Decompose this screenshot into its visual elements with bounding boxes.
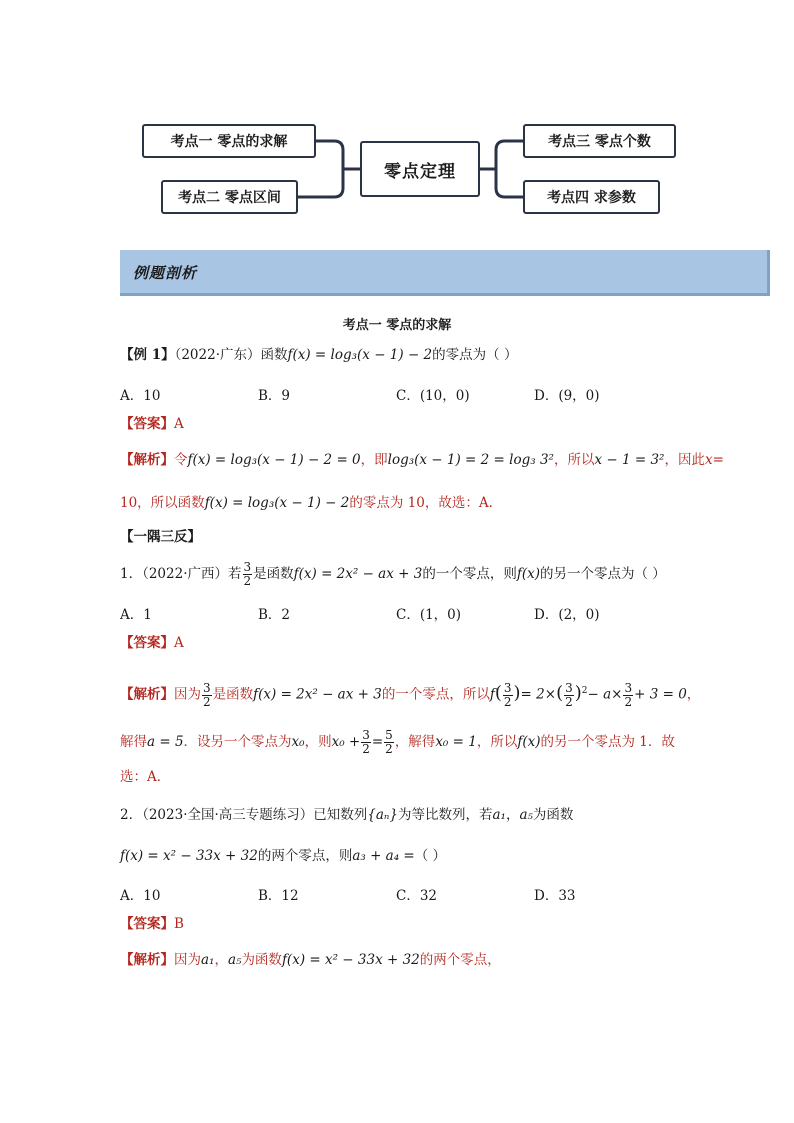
section-title: 考点一 零点的求解 — [342, 318, 452, 333]
paren-close: ) — [574, 682, 582, 704]
analysis-label: 【解析】 — [120, 952, 174, 968]
analysis-label: 【解析】 — [120, 452, 174, 468]
analysis-text: ，所以 — [553, 452, 595, 468]
answer-value: B — [174, 916, 184, 932]
analysis-text: ， — [214, 952, 228, 968]
analysis-math: x₀ = 1 — [435, 734, 477, 750]
analysis-math: x − 1 = 3² — [594, 452, 665, 468]
example-source: （2022·广东）函数 — [174, 347, 288, 363]
q1-answer — [120, 633, 184, 653]
q1-question — [120, 560, 666, 588]
analysis-text: ，解得 — [394, 734, 436, 750]
analysis-math: f(x) = log₃(x − 1) − 2 = 0 — [187, 452, 361, 468]
q2-option-b: B．12 — [258, 888, 299, 904]
analysis-math: f — [489, 686, 495, 703]
mindmap-center-node: 零点定理 — [360, 141, 480, 197]
q2-option-d: D．33 — [534, 888, 576, 904]
analysis-text: 10，所以函数 — [120, 495, 205, 511]
exponent-2: 2 — [581, 686, 588, 696]
q2-math: f(x) = x² − 33x + 32 — [120, 848, 258, 864]
analysis-text: 的两个零点， — [419, 952, 501, 968]
fraction-3-2: $\frac{3}{2}$ — [624, 680, 633, 709]
analysis-text: ，所以 — [476, 734, 518, 750]
mindmap-node-left-1: 考点一 零点的求解 — [142, 124, 316, 158]
fraction-3-2: $\frac{3}{2}$ — [203, 680, 211, 709]
fraction-5-2: $\frac{5}{2}$ — [385, 728, 393, 756]
q1-function: f(x) = 2x² − ax + 3 — [293, 566, 423, 582]
banner-title: 例题剖析 — [133, 264, 198, 282]
answer-label: 【答案】 — [120, 916, 174, 932]
analysis-text: ，因此 — [664, 452, 705, 468]
q1-analysis-line-3: 选：A． — [120, 769, 171, 785]
answer-label: 【答案】 — [120, 416, 174, 432]
analysis-math: f(x) = x² − 33x + 32 — [281, 952, 420, 968]
section-banner — [120, 250, 770, 296]
mindmap-node-left-2: 考点二 零点区间 — [161, 180, 298, 214]
q2-text: （ ） — [414, 848, 447, 864]
q2-math: a₃ + a₄ = — [352, 848, 415, 864]
analysis-text: 令 — [174, 452, 188, 468]
answer-value: A — [174, 635, 184, 651]
ex1-option-a: A．10 — [120, 388, 161, 404]
ex1-option-d: D．(9，0) — [534, 388, 600, 404]
analysis-math: = — [371, 734, 384, 750]
ex1-option-b: B．9 — [258, 388, 291, 404]
analysis-math: f(x) = 2x² − ax + 3 — [253, 686, 382, 703]
q2-math: {aₙ} — [367, 807, 398, 823]
yiju-heading: 【一隅三反】 — [120, 529, 201, 545]
ex1-option-c: C．(10，0) — [396, 388, 470, 404]
analysis-text: ，则 — [304, 734, 332, 750]
analysis-label: 【解析】 — [120, 686, 174, 703]
analysis-math: − a× — [587, 686, 623, 703]
q1-fraction: $\frac{3}{2}$ — [243, 560, 252, 588]
q1-option-c: C．(1，0) — [396, 607, 462, 623]
example-tail: 的零点为（ ） — [432, 347, 518, 363]
analysis-text: ，即 — [360, 452, 388, 468]
q1-analysis-line-2 — [120, 727, 675, 757]
fraction-3-2: $\frac{3}{2}$ — [565, 680, 573, 709]
q2-option-c: C．32 — [396, 888, 438, 904]
analysis-math: = 2× — [520, 686, 557, 703]
q1-text: 的另一个零点为（ ） — [540, 566, 666, 582]
mindmap-node-right-1: 考点三 零点个数 — [523, 124, 676, 158]
ex1-answer — [120, 414, 184, 434]
q2-text: 2．（2023·全国·高三专题练习）已知数列 — [120, 807, 368, 823]
q2-answer — [120, 914, 184, 934]
analysis-text: 是函数 — [212, 686, 254, 703]
q1-analysis-line-1 — [120, 675, 700, 707]
q2-text: ， — [505, 807, 520, 823]
fraction-3-2: $\frac{3}{2}$ — [362, 728, 370, 756]
q1-text: 的一个零点，则 — [422, 566, 517, 582]
analysis-math: x₀ — [291, 734, 305, 750]
analysis-text: 的一个零点，所以 — [381, 686, 490, 703]
q2-analysis-line-1 — [120, 950, 501, 970]
ex1-analysis-line-1 — [120, 450, 724, 470]
analysis-math: + 3 = 0 — [634, 686, 687, 703]
analysis-math: x= — [704, 452, 724, 468]
mindmap-node-right-2: 考点四 求参数 — [523, 180, 660, 214]
analysis-text: ．设另一个零点为 — [183, 734, 292, 750]
q2-question-line-2 — [120, 846, 446, 866]
analysis-math: a = 5 — [147, 734, 184, 750]
analysis-text: 解得 — [120, 734, 147, 750]
fraction-3-2: $\frac{3}{2}$ — [503, 680, 512, 709]
analysis-math: a₅ — [227, 952, 242, 968]
paren-open: ( — [556, 682, 564, 704]
analysis-math: log₃(x − 1) = 2 = log₃ 3² — [387, 452, 554, 468]
q1-prefix: 1．（2022·广西）若 — [120, 566, 242, 582]
q2-text: 为等比数列，若 — [397, 807, 493, 823]
example-label: 【例 1】 — [120, 347, 175, 363]
analysis-text: ， — [686, 686, 701, 703]
q2-text: 的两个零点，则 — [257, 848, 353, 864]
example-1-question — [120, 345, 517, 365]
analysis-text: 的零点为 10，故选：A. — [349, 495, 493, 511]
q1-option-a: A．1 — [120, 607, 152, 623]
q1-fx: f(x) — [516, 566, 540, 582]
example-function: f(x) = log₃(x − 1) − 2 — [287, 347, 433, 363]
q1-text: 是函数 — [253, 566, 294, 582]
analysis-math: x₀ + — [331, 734, 361, 750]
analysis-text: 因为 — [174, 952, 201, 968]
q2-math: a₁ — [492, 807, 506, 823]
paren-open: ( — [494, 682, 502, 704]
paren-close: ) — [513, 682, 521, 704]
answer-value: A — [174, 416, 184, 432]
answer-label: 【答案】 — [120, 635, 174, 651]
q2-text: 为函数 — [532, 807, 574, 823]
analysis-text: 因为 — [174, 686, 201, 703]
q1-option-b: B．2 — [258, 607, 291, 623]
q2-option-a: A．10 — [120, 888, 161, 904]
q2-question-line-1 — [120, 805, 573, 825]
analysis-math: f(x) — [517, 734, 541, 750]
analysis-math: f(x) = log₃(x − 1) − 2 — [204, 495, 350, 511]
q1-option-d: D．(2，0) — [534, 607, 600, 623]
ex1-analysis-line-2 — [120, 493, 493, 513]
analysis-text: 为函数 — [241, 952, 282, 968]
q2-math: a₅ — [519, 807, 533, 823]
analysis-text: 的另一个零点为 1．故 — [540, 734, 675, 750]
analysis-math: a₁ — [201, 952, 215, 968]
